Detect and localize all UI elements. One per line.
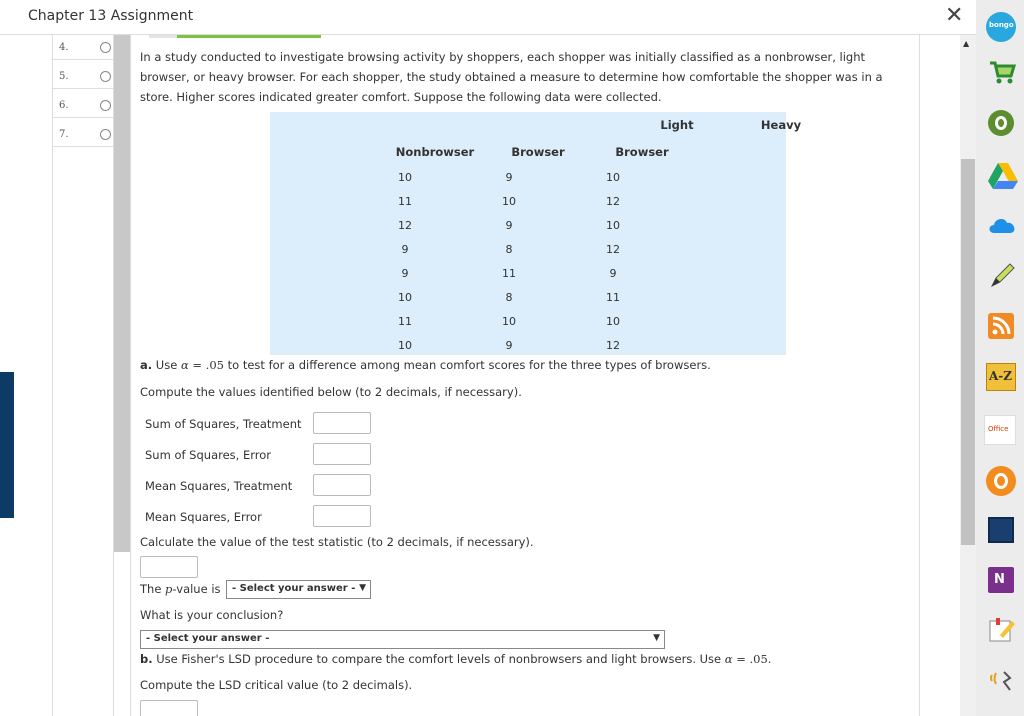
- table-cell: 11: [606, 291, 620, 304]
- part-b-body: Use Fisher's LSD procedure to compare the comfort levels of nonbrowsers and light browsers. Use: [156, 652, 722, 666]
- book-icon[interactable]: [988, 517, 1014, 543]
- conclusion-select[interactable]: [140, 630, 665, 649]
- orange-app-icon[interactable]: [986, 466, 1016, 496]
- part-a-label: a.: [140, 358, 153, 372]
- notepad-icon[interactable]: [988, 617, 1014, 643]
- table-cell: 11: [502, 267, 516, 280]
- pvalue-select[interactable]: [226, 580, 371, 599]
- green-app-icon[interactable]: [988, 110, 1014, 136]
- audio-speak-icon[interactable]: [988, 668, 1014, 694]
- table-cell: 10: [398, 339, 412, 352]
- a-z-label: A-Z: [989, 369, 1013, 383]
- alpha-symbol: α: [724, 652, 733, 666]
- test-statistic-input[interactable]: [140, 556, 198, 578]
- question-number: 4.: [59, 42, 69, 53]
- table-header-heavy-browser: Browser: [615, 145, 669, 159]
- pvalue-prefix: The: [140, 582, 162, 596]
- conclusion-select-value: - Select your answer -: [146, 633, 270, 644]
- part-a-use: Use: [155, 358, 178, 372]
- close-icon[interactable]: ✕: [945, 3, 964, 28]
- part-b-label: b.: [140, 652, 153, 666]
- question-intro: In a study conducted to investigate browsing activity by shoppers, each shopper was initially classified as a nonbrowser, light browser, or heavy browser. For each shopper, the study obtained a measure to determine how comfortable the shopper was in a store. Higher scores indicated greater comfort. Suppose the following data were collected.: [140, 50, 883, 104]
- grey-rail: [114, 35, 130, 552]
- pvalue-line: [140, 579, 221, 599]
- table-cell: 10: [502, 315, 516, 328]
- pvalue-p: p: [165, 582, 173, 596]
- ss-error-input[interactable]: [313, 443, 371, 465]
- equals-sign: =: [192, 358, 203, 372]
- data-table-cells: [270, 112, 786, 355]
- table-cell: 12: [606, 339, 620, 352]
- ms-treatment-input[interactable]: [313, 474, 371, 496]
- label-ss-error: Sum of Squares, Error: [145, 448, 272, 462]
- lsd-input[interactable]: [140, 700, 198, 716]
- table-cell: 10: [398, 171, 412, 184]
- left-edge-panel: [0, 372, 14, 518]
- part-a-rest: to test for a difference among mean comfort scores for the three types of browsers.: [227, 358, 711, 372]
- pencil-icon[interactable]: [988, 262, 1014, 288]
- question-navigator: [52, 35, 114, 716]
- ms-error-input[interactable]: [313, 505, 371, 527]
- alpha-symbol: α: [180, 358, 189, 372]
- scroll-up-icon[interactable]: ▲: [963, 39, 970, 48]
- title-bar: [0, 0, 976, 35]
- dropdown-arrow-icon: ▼: [653, 633, 660, 643]
- table-cell: 12: [606, 243, 620, 256]
- shopping-cart-icon[interactable]: [988, 60, 1014, 86]
- question-status-icon: [100, 71, 111, 82]
- question-nav-item[interactable]: [53, 122, 114, 147]
- table-cell: 10: [502, 195, 516, 208]
- question-number: 6.: [59, 100, 69, 111]
- table-cell: 9: [609, 267, 617, 280]
- table-cell: 12: [398, 219, 412, 232]
- google-drive-icon[interactable]: [988, 163, 1014, 189]
- window-title: Chapter 13 Assignment: [28, 8, 194, 24]
- office-label: Office: [988, 425, 1009, 433]
- a-z-icon[interactable]: [986, 363, 1016, 391]
- question-nav-item[interactable]: [53, 64, 114, 89]
- table-cell: 11: [398, 315, 412, 328]
- table-cell: 10: [606, 315, 620, 328]
- table-cell: 9: [505, 219, 513, 232]
- dropdown-arrow-icon: ▼: [359, 583, 366, 593]
- table-cell: 9: [505, 171, 513, 184]
- onenote-label: N: [994, 572, 1005, 587]
- table-cell: 8: [505, 243, 513, 256]
- lsd-instructions: Compute the LSD critical value (to 2 decimals).: [140, 678, 413, 692]
- question-nav-item[interactable]: [53, 35, 114, 60]
- office-icon[interactable]: [984, 415, 1016, 445]
- table-cell: 10: [606, 171, 620, 184]
- question-number: 5.: [59, 71, 69, 82]
- question-number: 7.: [59, 129, 69, 140]
- equals-sign: =: [736, 652, 746, 666]
- question-status-icon: [100, 129, 111, 140]
- part-a-text: [140, 355, 920, 375]
- table-cell: 10: [606, 219, 620, 232]
- alpha-value: .05.: [749, 652, 772, 666]
- bongo-icon[interactable]: [986, 12, 1016, 42]
- alpha-value: .05: [205, 358, 224, 372]
- test-stat-instructions: Calculate the value of the test statistic (to 2 decimals, if necessary).: [140, 535, 534, 549]
- scrollbar-thumb[interactable]: [961, 159, 975, 545]
- question-nav-item[interactable]: [53, 93, 114, 118]
- label-ms-error: Mean Squares, Error: [145, 510, 262, 524]
- table-cell: 11: [398, 195, 412, 208]
- compute-instructions: Compute the values identified below (to 2 decimals, if necessary).: [140, 385, 522, 399]
- onenote-icon[interactable]: [988, 567, 1014, 593]
- table-header-light-browser: Browser: [511, 145, 565, 159]
- table-cell: 10: [398, 291, 412, 304]
- table-cell: 8: [505, 291, 513, 304]
- label-ms-treatment: Mean Squares, Treatment: [145, 479, 293, 493]
- rss-icon[interactable]: [988, 313, 1014, 339]
- table-cell: 12: [606, 195, 620, 208]
- table-cell: 9: [505, 339, 513, 352]
- left-edge-strip: [0, 35, 14, 120]
- pvalue-select-value: - Select your answer -: [232, 583, 356, 594]
- question-status-icon: [100, 100, 111, 111]
- scrollbar[interactable]: [960, 35, 976, 716]
- label-ss-treatment: Sum of Squares, Treatment: [145, 417, 302, 431]
- table-header-heavy: Heavy: [760, 118, 802, 132]
- ss-treatment-input[interactable]: [313, 412, 371, 434]
- table-header-light: Light: [660, 118, 694, 132]
- bongo-label: bongo: [989, 21, 1014, 29]
- table-cell: 9: [401, 267, 409, 280]
- question-content: [130, 35, 920, 716]
- onedrive-icon[interactable]: [988, 213, 1014, 239]
- question-status-icon: [100, 42, 111, 53]
- chrome-apps-sidebar: [976, 0, 1024, 716]
- table-cell: 9: [401, 243, 409, 256]
- part-b-text: [140, 649, 920, 669]
- pvalue-suffix: -value is: [172, 582, 221, 596]
- table-header-nonbrowser: Nonbrowser: [395, 145, 475, 159]
- conclusion-question: What is your conclusion?: [140, 608, 284, 622]
- progress-fill: [177, 35, 321, 38]
